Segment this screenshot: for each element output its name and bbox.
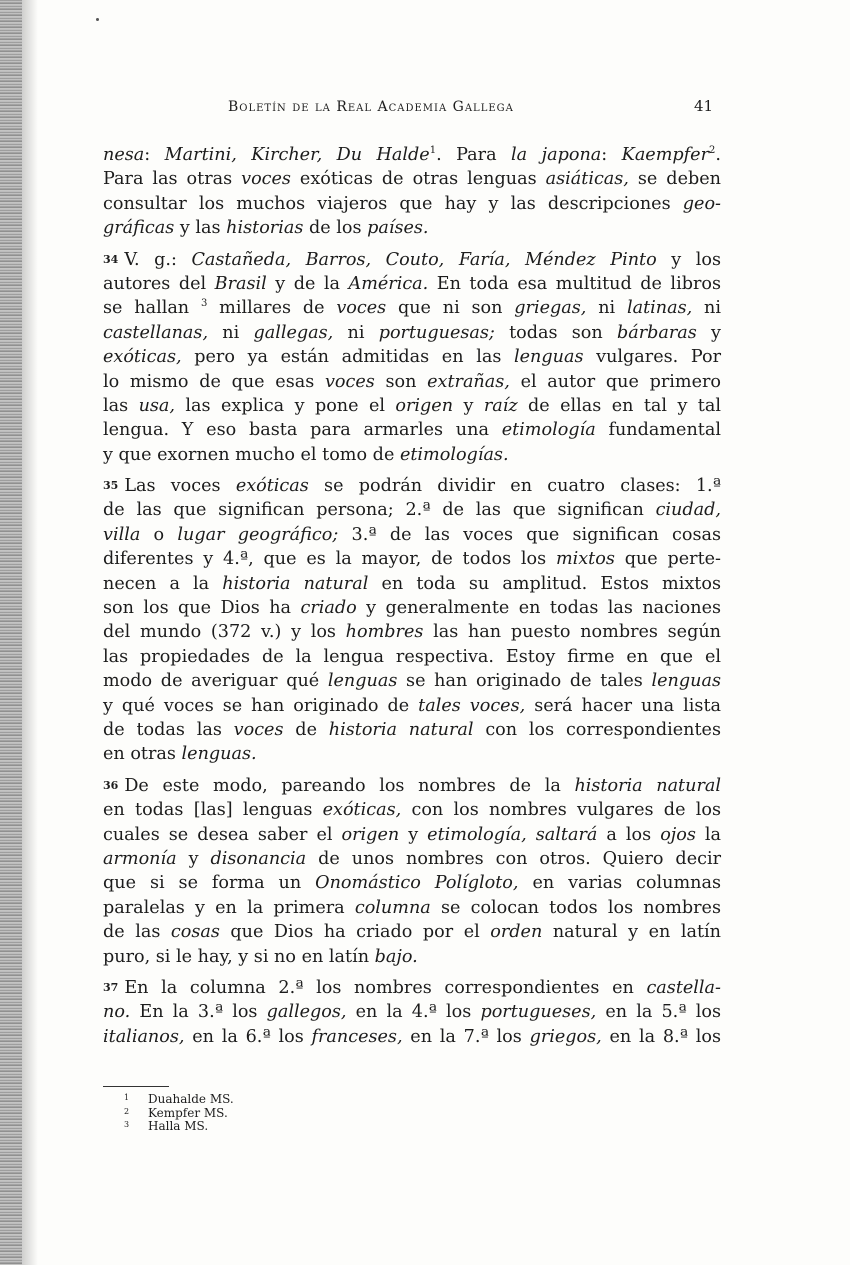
- text-line: lo mismo de que esas voces son extrañas, el autor que primero: [103, 371, 721, 392]
- page-number: 41: [694, 97, 714, 115]
- text-line: necen a la historia natural en toda su amplitud. Estos mixtos: [103, 573, 721, 594]
- footnote: 1 Duahalde MS.: [124, 1092, 234, 1106]
- text-line: puro, si le hay, y si no en latín bajo.: [103, 946, 418, 967]
- text-line: de las que significan persona; 2.ª de las que significan ciudad,: [103, 500, 721, 521]
- text-line: y qué voces se han originado de tales voces, será hacer una lista: [103, 695, 722, 716]
- text-line: armonía y disonancia de unos nombres con otros. Quiero decir: [103, 848, 721, 869]
- footnotes: [124, 1092, 234, 1133]
- text-line: en otras lenguas.: [103, 744, 257, 765]
- text-line: las propiedades de la lengua respectiva. Estoy firme en que el: [103, 646, 721, 667]
- book-spine-shadow: [0, 0, 22, 1265]
- running-header: Boletín de la Real Academia Gallega: [228, 99, 514, 115]
- text-line: las usa, las explica y pone el origen y raíz de ellas en tal y tal: [103, 395, 721, 416]
- text-line: villa o lugar geográfico; 3.ª de las voces que significan cosas: [103, 524, 721, 545]
- text-line: autores del Brasil y de la América. En toda esa multitud de libros: [103, 273, 721, 294]
- text-line: 36 De este modo, pareando los nombres de la historia natural: [103, 775, 721, 796]
- text-line: castellanas, ni gallegas, ni portuguesas; todas son bárbaras y: [103, 322, 721, 343]
- text-line: 34 V. g.: Castañeda, Barros, Couto, Faría, Méndez Pinto y los: [103, 249, 721, 270]
- text-line: diferentes y 4.ª, que es la mayor, de todos los mixtos que perte-: [103, 549, 722, 570]
- text-line: italianos, en la 6.ª los franceses, en la 7.ª los griegos, en la 8.ª los: [103, 1026, 722, 1047]
- text-line: nesa: Martini, Kircher, Du Halde$^1$. Para la japona: Kaempfer$^2$.: [103, 145, 721, 165]
- text-line: exóticas, pero ya están admitidas en las lenguas vulgares. Por: [103, 347, 722, 368]
- speck: [96, 18, 99, 21]
- text-line: lengua. Y eso basta para armarles una etimología fundamental: [103, 420, 721, 441]
- text-line: cuales se desea saber el origen y etimología, saltará a los ojos la: [103, 824, 721, 845]
- text-line: del mundo (372 v.) y los hombres las han puesto nombres según: [103, 622, 722, 643]
- footnote: 2 Kempfer MS.: [124, 1105, 228, 1120]
- text-line: modo de averiguar qué lenguas se han originado de tales lenguas: [103, 671, 721, 692]
- book-gutter-shade: [22, 0, 38, 1265]
- text-line: gráficas y las historias de los países.: [103, 218, 429, 239]
- body-text: [103, 143, 721, 1049]
- text-line: de las cosas que Dios ha criado por el orden natural y en latín: [103, 922, 721, 943]
- text-line: se hallan $^3$ millares de voces que ni son griegas, ni latinas, ni: [103, 298, 721, 319]
- text-line: en todas [las] lenguas exóticas, con los nombres vulgares de los: [103, 800, 721, 821]
- footnote: 3 Halla MS.: [124, 1119, 209, 1133]
- footnote-rule: [103, 1086, 169, 1087]
- text-line: de todas las voces de historia natural con los correspondientes: [103, 719, 721, 740]
- text-line: consultar los muchos viajeros que hay y las descripciones geo-: [103, 193, 721, 214]
- text-line: Para las otras voces exóticas de otras lenguas asiáticas, se deben: [103, 169, 721, 190]
- text-line: 37 En la columna 2.ª los nombres correspondientes en castella-: [103, 977, 721, 998]
- text-line: son los que Dios ha criado y generalmente en todas las naciones: [103, 598, 722, 619]
- text-line: no. En la 3.ª los gallegos, en la 4.ª los portugueses, en la 5.ª los: [103, 1002, 721, 1023]
- text-line: paralelas y en la primera columna se colocan todos los nombres: [103, 897, 721, 918]
- text-line: que si se forma un Onomástico Políglot​o, en varias columnas: [103, 873, 721, 894]
- text-line: 35 Las voces exóticas se podrán dividir en cuatro clases: 1.ª: [103, 476, 721, 497]
- text-line: y que exornen mucho el tomo de etimologías.: [103, 444, 509, 465]
